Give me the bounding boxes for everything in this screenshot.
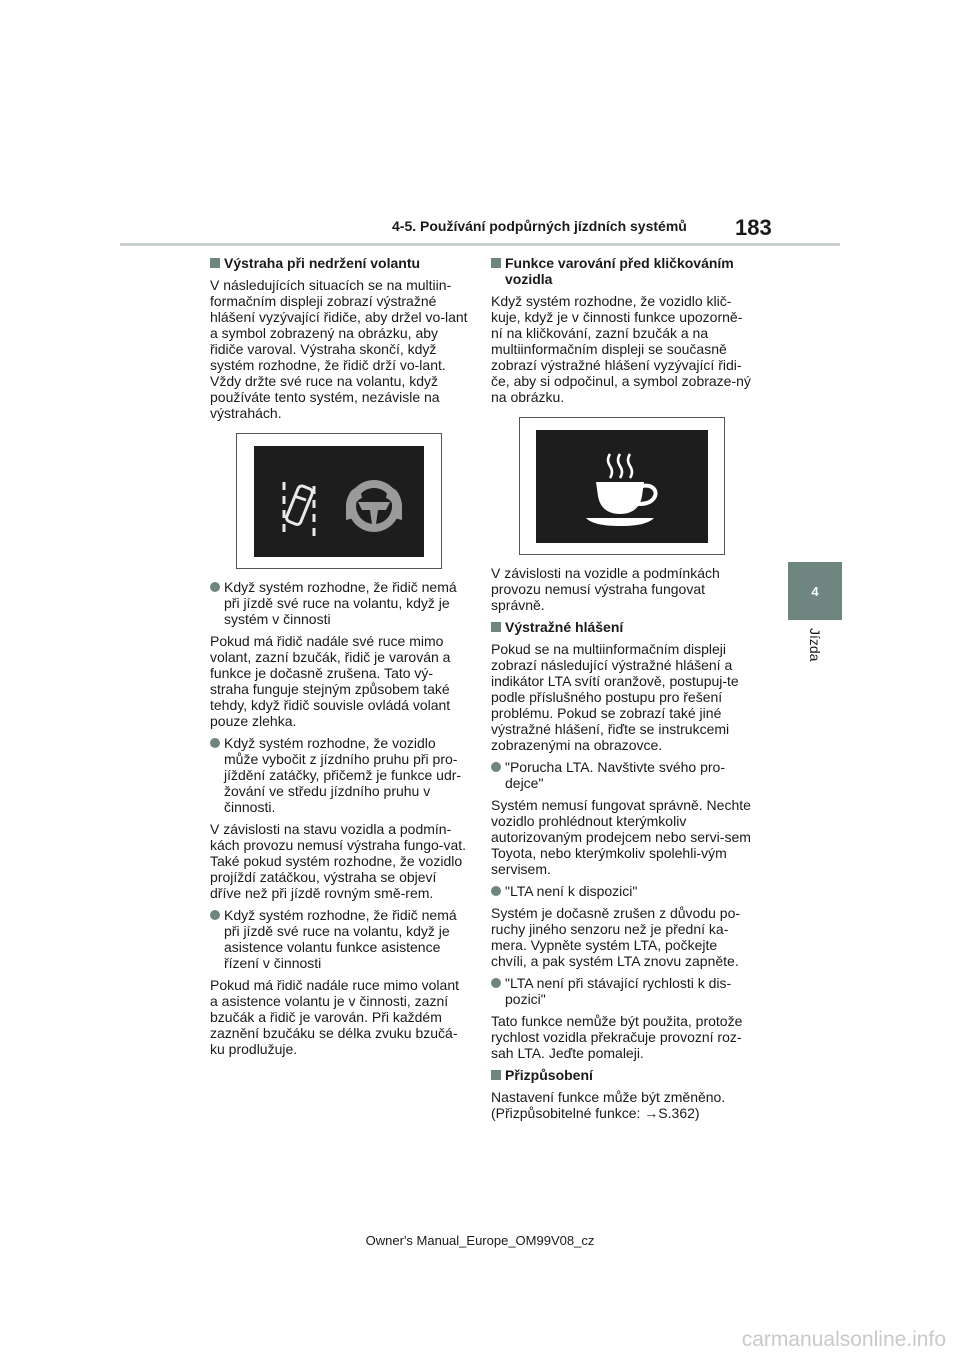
paragraph: V následujících situacích se na multiin-formačním displeji zobrazí výstražné hlášení vyzývající řidiče, aby držel vo-lant a symbol zobrazený na obrázku, aby řidiče varoval. Výstraha skončí, když systém rozhodne, že řidič drží vo-lant. Vždy držte své ruce na volantu, když používáte tento systém, nezávisle na výstrahách.: [210, 277, 468, 421]
paragraph: V závislosti na stavu vozidla a podmín-kách provozu nemusí výstraha fungo-vat. Také pokud systém rozhodne, že vozidlo projíždí zatáčkou, výstraha se objeví dříve než při jízdě rovným smě-rem.: [210, 821, 467, 901]
paragraph: Pokud má řidič nadále své ruce mimo volant, zazní bzučák, řidič je varován a funkce je dočasně zrušena. Tato vý-straha funguje stejným způsobem také tehdy, když řidič souvisle ovládá volant pouze zlehka.: [210, 633, 451, 729]
chapter-number: 4: [811, 583, 819, 599]
coffee-cup-icon: [536, 430, 708, 543]
paragraph: Tato funkce nemůže být použita, protože rychlost vozidla překračuje provozní roz-sah LTA. Jeďte pomaleji.: [491, 1013, 743, 1061]
bullet-item: Když systém rozhodne, že řidič nemá při jízdě své ruce na volantu, když je asistence volantu funkce asistence řízení v činnosti: [210, 907, 468, 971]
figure-hands-off-warning: [236, 433, 442, 569]
paragraph-link[interactable]: Nastavení funkce může být změněno. (Přizpůsobitelné funkce: →S.362): [491, 1089, 726, 1121]
paragraph: Pokud má řidič nadále ruce mimo volant a asistence volantu je v činnosti, zazní bzučák a řidič je varován. Při každém zaznění bzučáku se délka zvuku bzučá-ku prodlužuje.: [210, 977, 460, 1057]
bullet-item: Když systém rozhodne, že řidič nemá při jízdě své ruce na volantu, když je systém v činnosti: [210, 579, 468, 627]
paragraph: Systém nemusí fungovat správně. Nechte vozidlo prohlédnout kterýmkoliv autorizovaným prodejcem nebo servi-sem Toyota, nebo kterýmkoliv spolehli-vým servisem.: [491, 797, 751, 877]
left-column: [210, 255, 468, 1063]
heading-customization: Přizpůsobení: [491, 1067, 753, 1083]
section-title: 4-5. Používání podpůrných jízdních systémů: [392, 218, 687, 234]
heading-warning-messages: Výstražné hlášení: [491, 619, 753, 635]
chapter-tab[interactable]: [788, 562, 842, 620]
paragraph: Když systém rozhodne, že vozidlo klič-kuje, když je v činnosti funkce upozorně-ní na kličkování, zazní bzučák a na multiinformačním displeji se současně zobrazí výstražné hlášení vyzývající řidi-če, aby si odpočinul, a symbol zobraze-ný na obrázku.: [491, 293, 751, 405]
bullet-item: "LTA není při stávající rychlosti k dis-pozici": [491, 975, 753, 1007]
hands-on-wheel-icon: [254, 446, 424, 557]
right-column: [491, 255, 753, 1127]
figure-sway-warning: [519, 417, 725, 555]
footer-text: Owner's Manual_Europe_OM99V08_cz: [365, 1233, 595, 1248]
watermark[interactable]: carmanualsonline.info: [741, 1328, 946, 1351]
display-screen: [536, 430, 708, 543]
bullet-item: "LTA není k dispozici": [491, 883, 753, 899]
bullet-item: "Porucha LTA. Navštivte svého pro-dejce": [491, 759, 753, 791]
heading-steering-warning: Výstraha při nedržení volantu: [210, 255, 468, 271]
chapter-label: [788, 628, 842, 688]
paragraph: Pokud se na multiinformačním displeji zobrazí následující výstražné hlášení a indikátor LTA svítí oranžově, postupuj-te podle příslušného postupu pro řešení problému. Pokud se zobrazí také jiné výstražné hlášení, řiďte se instrukcemi zobrazenými na obrazovce.: [491, 641, 739, 753]
paragraph: V závislosti na vozidle a podmínkách provozu nemusí výstraha fungovat správně.: [491, 565, 720, 613]
header-rule: [120, 243, 840, 246]
page-number: 183: [735, 215, 772, 240]
paragraph: Systém je dočasně zrušen z důvodu po-ruchy jiného senzoru než je přední ka-mera. Vypněte systém LTA, počkejte chvíli, a pak systém LTA znovu zapněte.: [491, 905, 741, 969]
bullet-item: Když systém rozhodne, že vozidlo může vybočit z jízdního pruhu při pro-jíždění zatáčky, přičemž je funkce udr-žování ve středu jízdního pruhu v činnosti.: [210, 735, 468, 815]
heading-sway-warning: Funkce varování před kličkováním vozidla: [491, 255, 753, 287]
chapter-label-text: Jízda: [807, 628, 823, 662]
